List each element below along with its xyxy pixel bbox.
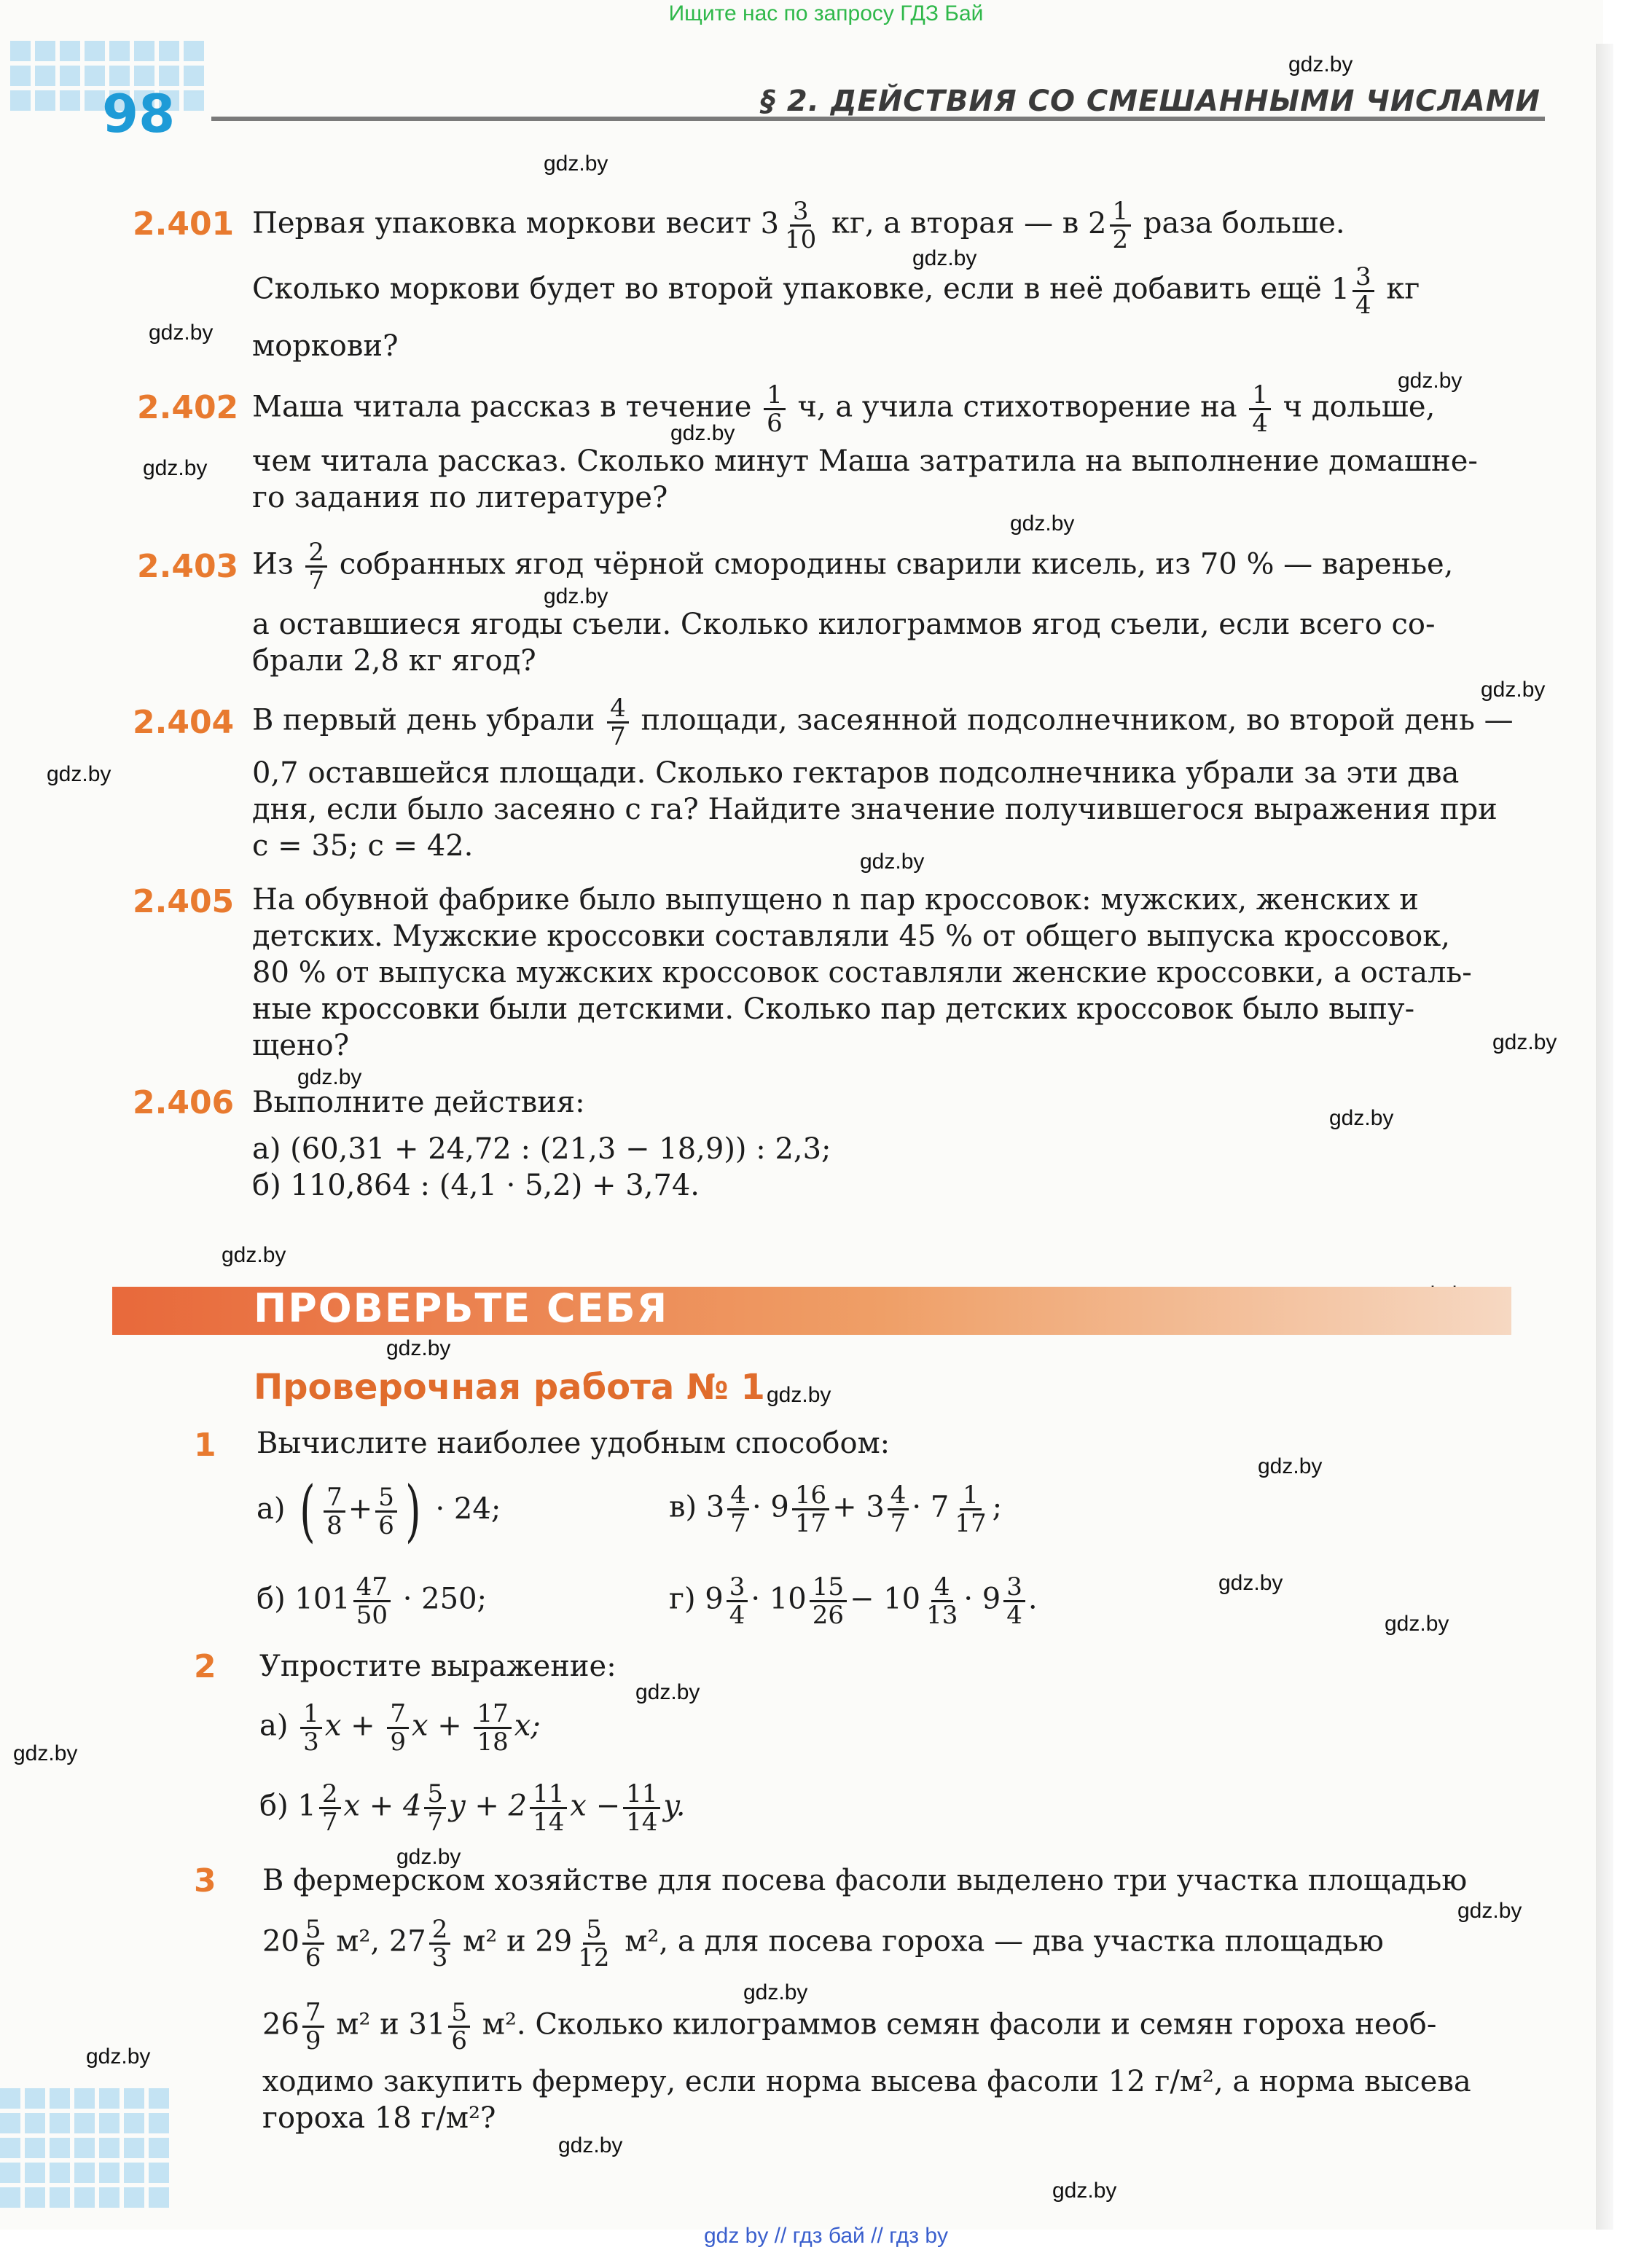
problem-2-405-line-2: детских. Мужские кроссовки составляли 45 % от общего выпуска кроссовок, [252, 920, 1450, 953]
problem-2-405-line-3: 80 % от выпуска мужских кроссовок составляли женские кроссовки, а осталь- [252, 956, 1472, 989]
task-3-line-2: 20 $\frac{5}{6}$ м², 27 $\frac{2}{3}$ м² и 29 $\frac{5}{12}$ м², а для посева гороха — два участка площадью [262, 1915, 1384, 1972]
watermark: gdz.by [1218, 1571, 1283, 1595]
problem-2-404-line-1: В первый день убрали $\frac{4}{7}$ площади, засеянной подсолнечником, во второй день — [252, 694, 1514, 751]
test-title: Проверочная работа № 1 [254, 1367, 765, 1408]
problem-2-405-line-4: ные кроссовки были детскими. Сколько пар детских кроссовок было выпу- [252, 992, 1415, 1026]
watermark: gdz.by [1010, 511, 1075, 536]
watermark: gdz.by [13, 1741, 78, 1765]
watermark: gdz.by [670, 421, 735, 445]
problem-number: 2.406 [133, 1084, 235, 1121]
problem-number: 2.402 [137, 389, 239, 426]
problem-2-403-line-3: брали 2,8 кг ягод? [252, 644, 536, 678]
task-number: 2 [194, 1648, 216, 1685]
watermark: gdz.by [767, 1383, 831, 1407]
problem-2-405-line-5: щено? [252, 1029, 350, 1062]
task-2-instruction: Упростите выражение: [259, 1650, 616, 1683]
task-3-line-5: гороха 18 г/м²? [262, 2101, 496, 2135]
watermark: gdz.by [635, 1680, 700, 1704]
top-banner: Ищите нас по запросу ГДЗ Бай [668, 1, 984, 26]
problem-number: 2.404 [133, 704, 235, 741]
watermark: gdz.by [86, 2045, 151, 2069]
page-edge-shadow [1596, 44, 1613, 2230]
task-number: 1 [194, 1427, 216, 1464]
decorative-squares-bottom [0, 2088, 169, 2208]
problem-2-405-line-1: На обувной фабрике было выпущено n пар кроссовок: мужских, женских и [252, 883, 1419, 917]
problem-2-402-line-2: чем читала рассказ. Сколько минут Маша затратила на выполнение домашне- [252, 444, 1478, 478]
task-3-line-4: ходимо закупить фермеру, если норма высева фасоли 12 г/м², а норма высева [262, 2065, 1471, 2098]
task-1-part-d: г) 9 $\frac{3}{4}$ · 10 $\frac{15}{26}$ − 10 $\frac{4}{13}$ · 9 $\frac{3}{4}$ . [669, 1572, 1038, 1630]
problem-2-406-line-1: Выполните действия: [252, 1086, 585, 1119]
problem-2-401-line-2: Сколько моркови будет во второй упаковке, если в неё добавить ещё 1 $\frac{3}{4}$ кг [252, 262, 1420, 320]
watermark: gdz.by [297, 1065, 362, 1089]
watermark: gdz.by [558, 2133, 623, 2157]
watermark: gdz.by [743, 1980, 808, 2004]
watermark: gdz.by [912, 246, 977, 270]
problem-2-402-line-1: Маша читала рассказ в течение $\frac{1}{6}$ ч, а учила стихотворение на $\frac{1}{4}$ ч дольше, [252, 380, 1436, 438]
task-number: 3 [194, 1862, 216, 1900]
watermark: gdz.by [544, 152, 608, 176]
problem-2-401-line-1: Первая упаковка моркови весит 3 $\frac{3}{10}$ кг, а вторая — в 2 $\frac{1}{2}$ раза больше. [252, 197, 1345, 254]
watermark: gdz.by [1457, 1899, 1522, 1923]
watermark: gdz.by [1492, 1030, 1557, 1054]
watermark: gdz.by [47, 762, 111, 786]
watermark: gdz.by [1329, 1106, 1394, 1130]
bottom-banner: gdz by // гдз бай // гдз by [703, 2224, 949, 2248]
watermark: gdz.by [396, 1845, 461, 1869]
problem-2-404-line-2: 0,7 оставшейся площади. Сколько гектаров подсолнечника убрали за эти два [252, 756, 1460, 790]
problem-number: 2.403 [137, 548, 239, 585]
watermark: gdz.by [222, 1243, 286, 1267]
problem-number: 2.401 [133, 205, 235, 243]
problem-2-402-line-3: го задания по литературе? [252, 481, 668, 514]
watermark: gdz.by [386, 1336, 451, 1360]
watermark: gdz.by [143, 456, 208, 480]
watermark: gdz.by [1258, 1454, 1323, 1478]
task-2-part-a: а) $\frac{1}{3}$ x + $\frac{7}{9}$ x + $\frac{17}{18}$ x; [259, 1699, 541, 1757]
task-1-part-b: б) 101 $\frac{47}{50}$ · 250; [257, 1572, 487, 1630]
problem-2-406-part-a: а) (60,31 + 24,72 : (21,3 − 18,9)) : 2,3; [252, 1132, 831, 1166]
task-3-line-1: В фермерском хозяйстве для посева фасоли выделено три участка площадью [262, 1864, 1468, 1897]
problem-2-403-line-1: Из $\frac{2}{7}$ собранных ягод чёрной смородины сварили кисель, из 70 % — варенье, [252, 538, 1454, 595]
watermark: gdz.by [1052, 2179, 1117, 2203]
task-3-line-3: 26 $\frac{7}{9}$ м² и 31 $\frac{5}{6}$ м². Сколько килограммов семян фасоли и семян гороха необ- [262, 1998, 1437, 2055]
section-title: § 2. ДЕЙСТВИЯ СО СМЕШАННЫМИ ЧИСЛАМИ [761, 85, 1541, 118]
problem-number: 2.405 [133, 883, 235, 920]
problem-2-404-line-3: дня, если было засеяно с га? Найдите значение получившегося выражения при [252, 793, 1498, 826]
watermark: gdz.by [544, 584, 608, 608]
watermark: gdz.by [1385, 1612, 1449, 1636]
task-1-part-c: в) 3 $\frac{4}{7}$ · 9 $\frac{16}{17}$ + 3 $\frac{4}{7}$ · 7 $\frac{1}{17}$ ; [669, 1481, 1003, 1538]
watermark: gdz.by [1398, 369, 1463, 393]
watermark: gdz.by [1288, 52, 1353, 77]
page-number: 98 [102, 83, 176, 144]
watermark: gdz.by [860, 850, 925, 874]
check-yourself-title: ПРОВЕРЬТЕ СЕБЯ [254, 1285, 669, 1331]
problem-2-403-line-2: а оставшиеся ягоды съели. Сколько килограммов ягод съели, если всего со- [252, 608, 1436, 641]
task-1-instruction: Вычислите наиболее удобным способом: [257, 1427, 890, 1460]
watermark: gdz.by [1481, 678, 1546, 702]
task-2-part-b: б) 1 $\frac{2}{7}$ x + 4 $\frac{5}{7}$ y + 2 $\frac{11}{14}$ x − $\frac{11}{14}$ y. [259, 1779, 686, 1837]
watermark: gdz.by [149, 321, 214, 345]
task-1-part-a: а) ( $\frac{7}{8}$ + $\frac{5}{6}$ ) · 24; [257, 1472, 501, 1550]
problem-2-401-line-3: моркови? [252, 329, 399, 363]
problem-2-404-line-4: с = 35; с = 42. [252, 829, 474, 863]
problem-2-406-part-b: б) 110,864 : (4,1 · 5,2) + 3,74. [252, 1169, 700, 1202]
